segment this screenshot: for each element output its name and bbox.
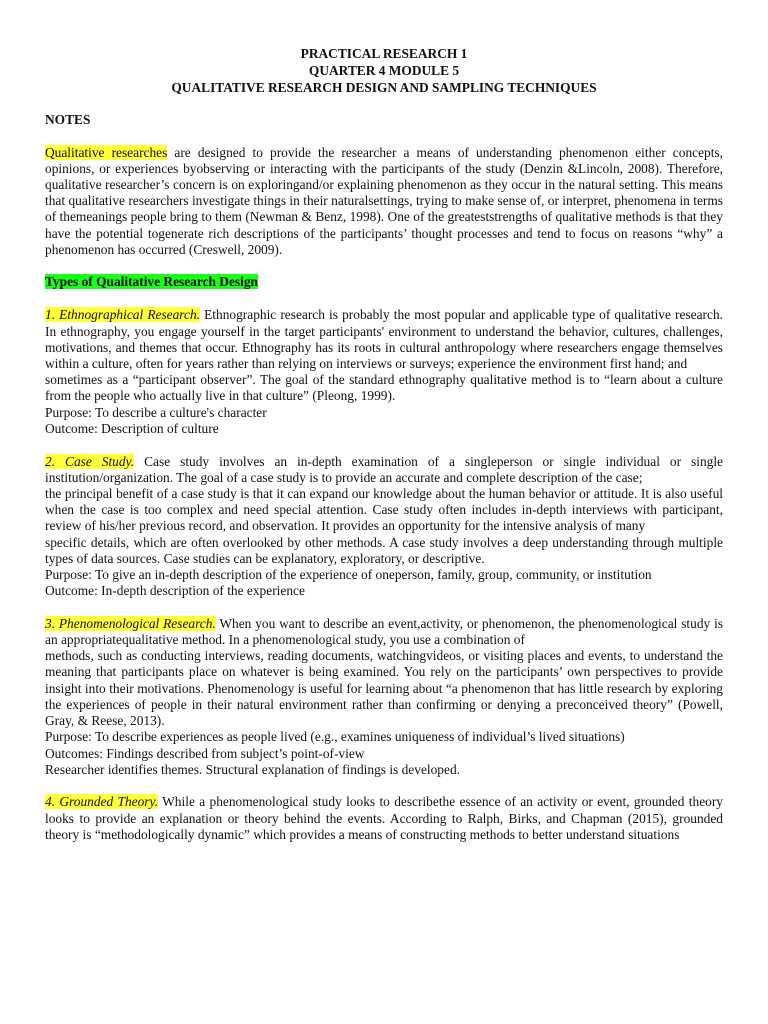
phenomenology-purpose: Purpose: To describe experiences as people lived (e.g., examines uniqueness of individual’s lived situations) [45, 729, 625, 745]
types-heading [45, 273, 723, 291]
intro-highlight: Qualitative researches [45, 144, 168, 160]
section-ethnography [45, 307, 723, 437]
phenomenology-themes: Researcher identifies themes. Structural explanation of findings is developed. [45, 761, 460, 777]
intro-text: are designed to provide the researcher a means of understanding phenomenon either concepts, opinions, or experiences byobserving or interacting with the participants of the study (Denzin &Lincoln, 2008). Therefore, qualitative researcher’s concern is on exploringand/or explaining phenomenon as they occur in the natural setting. This means that qualitative researchers investigate things in their naturalsettings, trying to make sense of, or interpret, phenomena in terms of themeanings people bring to them (Newman & Benz, 1998). One of the greateststrengths of qualitative methods is that they have the potential togenerate rich descriptions of the participants’ thought processes and tend to focus on reasons “why” a phenomenon has occurred (Creswell, 2009). [45, 144, 723, 257]
ethnography-term: 1. Ethnographical Research. [45, 307, 200, 323]
case-study-outcome: Outcome: In-depth description of the experience [45, 583, 305, 599]
section-case-study [45, 454, 723, 600]
case-study-paragraph-3: specific details, which are often overlooked by other methods. A case study involves a deep understanding through multiple types of data sources. Case studies can be explanatory, exploratory, or descriptive. [45, 534, 723, 566]
phenomenology-text-1: When you want to describe an event,activity, or phenomenon, the phenomenological study is an appropriatequalitative method. In a phenomenological study, you use a combination of [45, 615, 723, 648]
types-heading-text: Types of Qualitative Research Design [45, 273, 258, 289]
document-page [45, 45, 723, 843]
ethnography-paragraph-1 [45, 307, 723, 372]
ethnography-text-1: Ethnographic research is probably the most popular and applicable type of qualitative research. In ethnography, you engage yourself in the target participants' environment to understand the behavior, cultures, challenges, motivations, and themes that occur. Ethnography has its roots in cultural anthropology where researchers engage themselves within a culture, often for years rather than relying on interviews or surveys; experience the environment first hand; and [45, 307, 723, 372]
header-quarter: QUARTER 4 MODULE 5 [308, 63, 460, 78]
ethnography-outcome: Outcome: Description of culture [45, 420, 219, 436]
case-study-term: 2. Case Study. [45, 453, 135, 469]
case-study-paragraph-2: the principal benefit of a case study is that it can expand our knowledge about the human behavior or attitude. It is also useful when the case is too complex and need special attention. Case study often includes in-depth interviews with participant, review of his/her previous record, and observation. It provides an opportunity for the intensive analysis of many [45, 485, 723, 534]
ethnography-paragraph-2: sometimes as a “participant observer”. The goal of the standard ethnography qualitative method is to “learn about a culture from the people who actually live in that culture” (Pleong, 1999). [45, 372, 723, 404]
document-header [45, 45, 723, 96]
notes-label: NOTES [45, 112, 91, 127]
section-grounded-theory [45, 794, 723, 843]
phenomenology-paragraph-1 [45, 616, 723, 648]
section-phenomenology [45, 616, 723, 778]
header-module-title: QUALITATIVE RESEARCH DESIGN AND SAMPLING TECHNIQUES [171, 80, 597, 95]
grounded-theory-term: 4. Grounded Theory. [45, 794, 159, 810]
ethnography-purpose: Purpose: To describe a culture's character [45, 404, 267, 420]
phenomenology-paragraph-2: methods, such as conducting interviews, reading documents, watchingvideos, or visiting places and events, to understand the meaning that participants place on whatever is being examined. You rely on the participants’ own perspectives to provide insight into their motivations. Phenomenology is useful for learning about “a phenomenon that has little research by exploring the experiences of people in their natural environment rather than confirming or denying a preconceived theory” (Powell, Gray, & Reese, 2013). [45, 648, 723, 729]
case-study-purpose: Purpose: To give an in-depth description of the experience of oneperson, family, group, community, or institution [45, 566, 652, 582]
phenomenology-outcomes: Outcomes: Findings described from subject’s point-of-view [45, 745, 365, 761]
header-title: PRACTICAL RESEARCH 1 [300, 46, 468, 61]
grounded-theory-text-1: While a phenomenological study looks to describethe essence of an activity or event, grounded theory looks to provide an explanation or theory behind the events. According to Ralph, Birks, and Chapman (2015), grounded theory is “methodologically dynamic” which provides a means of constructing methods to better understand situations [45, 794, 723, 842]
intro-paragraph [45, 145, 723, 258]
grounded-theory-paragraph-1 [45, 794, 723, 843]
case-study-paragraph-1 [45, 454, 723, 486]
phenomenology-term: 3. Phenomenological Research. [45, 615, 216, 631]
case-study-text-1: Case study involves an in-depth examination of a singleperson or single individual or single institution/organization. The goal of a case study is to provide an accurate and complete description of the case; [45, 453, 723, 485]
